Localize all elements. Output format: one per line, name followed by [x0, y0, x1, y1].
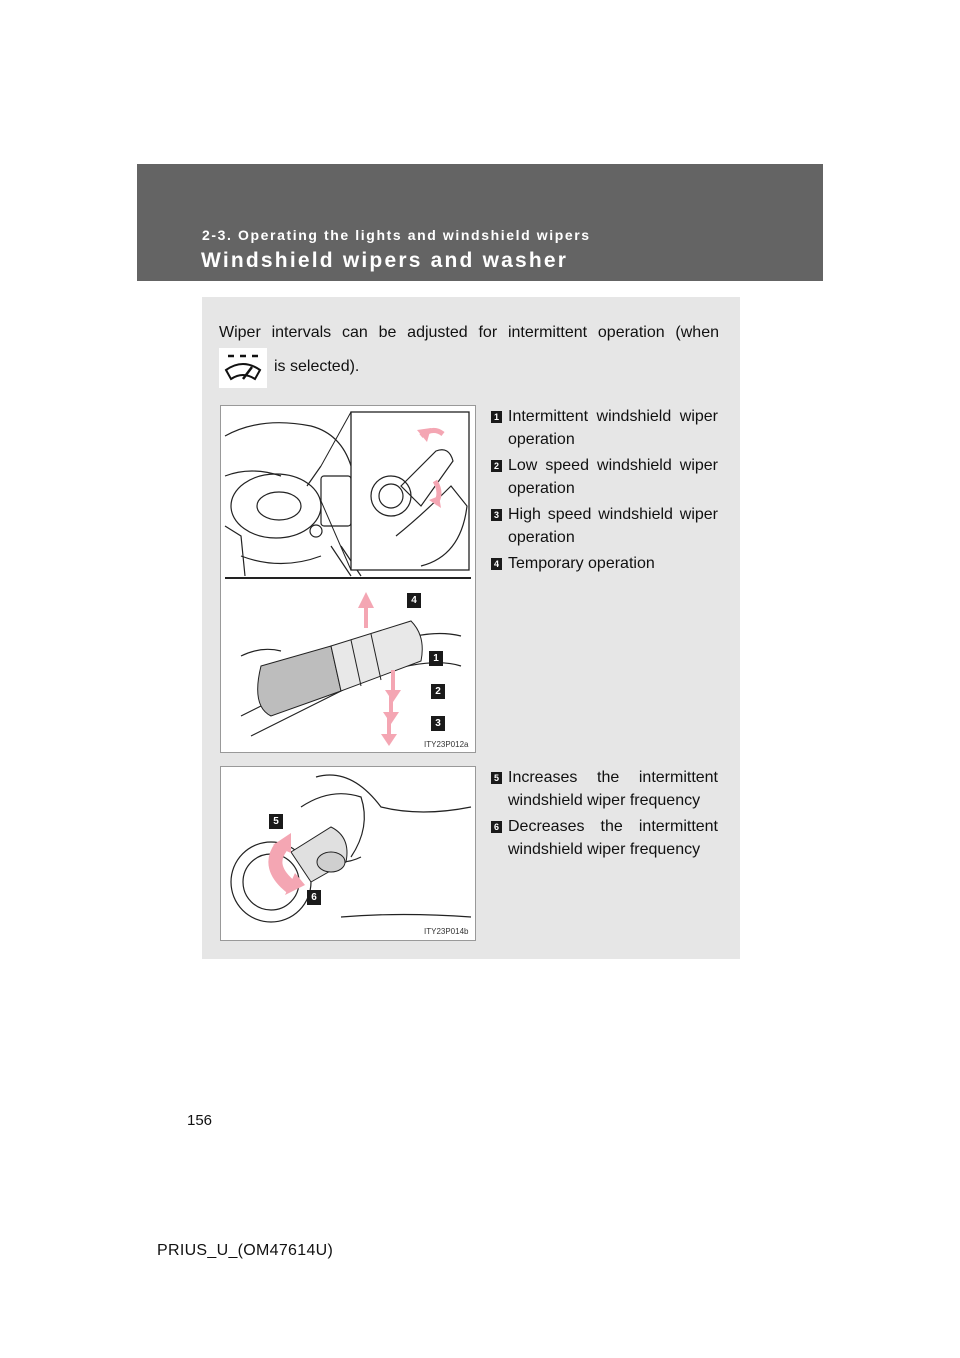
- legend-text: Decreases the intermittent windshield wiper frequency: [508, 818, 718, 858]
- legend-item: [490, 454, 718, 500]
- legend-text: Temporary operation: [508, 555, 655, 572]
- figure2-legend: [490, 766, 718, 864]
- legend-number: 2: [491, 460, 502, 472]
- legend-item: [490, 552, 718, 575]
- page-number: 156: [187, 1112, 213, 1129]
- section-title: 2-3. Operating the lights and windshield wipers: [202, 227, 591, 243]
- figure1-callout-1: 1: [429, 651, 443, 666]
- legend-number: 3: [491, 509, 502, 521]
- figure1-legend: [490, 405, 718, 578]
- figure1-callout-4: 4: [407, 593, 421, 608]
- wiper-frequency-illustration: [220, 766, 476, 941]
- intermittent-wiper-icon: [219, 348, 267, 388]
- legend-item: [490, 766, 718, 812]
- legend-item: [490, 405, 718, 451]
- legend-text: High speed windshield wiper operation: [508, 506, 718, 546]
- legend-number: 1: [491, 411, 502, 423]
- intro-text-line2: is selected).: [274, 358, 360, 375]
- intro-text-line1: Wiper intervals can be adjusted for intermittent operation (when: [219, 324, 719, 341]
- figure1-callout-3: 3: [431, 716, 445, 731]
- figure2-callout-6: 6: [307, 890, 321, 905]
- legend-text: Increases the intermittent windshield wiper frequency: [508, 769, 718, 809]
- legend-text: Low speed windshield wiper operation: [508, 457, 718, 497]
- legend-number: 5: [491, 772, 502, 784]
- figure1-id: ITY23P012a: [424, 740, 469, 749]
- legend-number: 6: [491, 821, 502, 833]
- figure2-callout-5: 5: [269, 814, 283, 829]
- legend-item: [490, 503, 718, 549]
- legend-text: Intermittent windshield wiper operation: [508, 408, 718, 448]
- footer-model-code: PRIUS_U_(OM47614U): [157, 1242, 334, 1259]
- section-header: [137, 164, 823, 281]
- wiper-lever-illustration: [220, 405, 476, 753]
- figure2-id: ITY23P014b: [424, 927, 469, 936]
- content-panel: [202, 297, 740, 959]
- legend-item: [490, 815, 718, 861]
- figure1-callout-2: 2: [431, 684, 445, 699]
- legend-number: 4: [491, 558, 502, 570]
- page-title: Windshield wipers and washer: [201, 249, 569, 272]
